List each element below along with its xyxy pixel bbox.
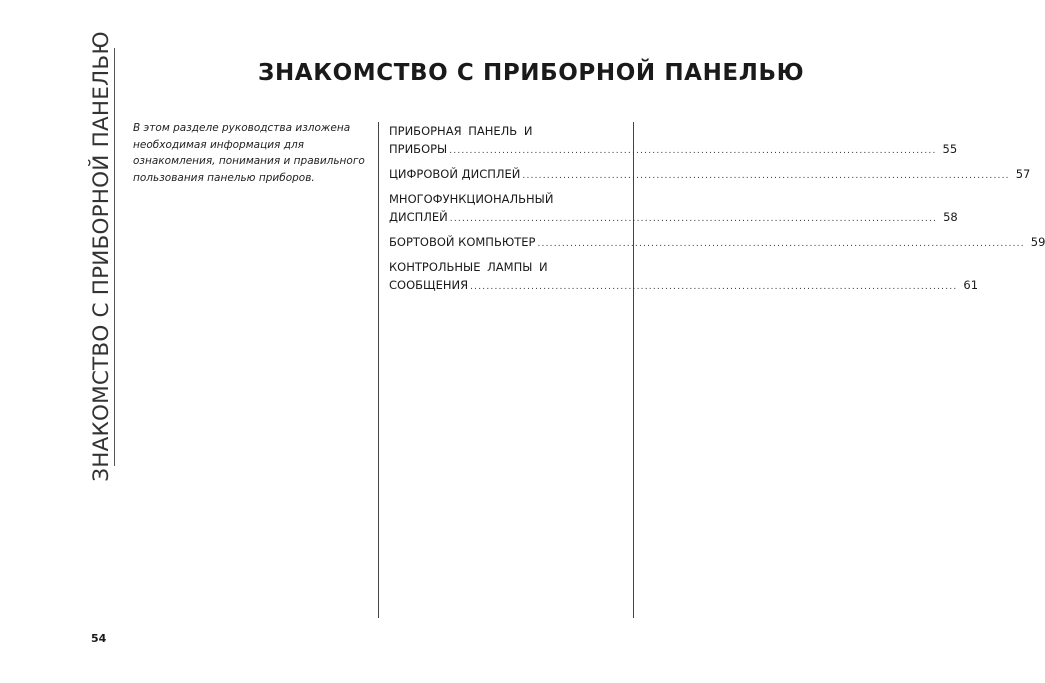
toc-entry-title: БОРТОВОЙ КОМПЬЮТЕР: [389, 235, 536, 249]
toc-page-number: 55: [942, 142, 958, 156]
dot-leader: ........................................................................................................................: [449, 214, 938, 224]
toc-entry-title: СООБЩЕНИЯ: [389, 278, 469, 292]
intro-line: необходимая информация для: [133, 138, 304, 151]
intro-line: пользования панелью приборов.: [133, 171, 315, 184]
toc-entry-title: ЦИФРОВОЙ ДИСПЛЕЙ: [389, 167, 521, 181]
page-title: ЗНАКОМСТВО С ПРИБОРНОЙ ПАНЕЛЬЮ: [258, 60, 805, 86]
toc-entry-trip-computer[interactable]: [389, 233, 1045, 253]
toc-page-number: 57: [1015, 167, 1031, 181]
toc-entry-title-line: ПРИБОРНАЯ ПАНЕЛЬ И: [389, 124, 533, 138]
toc-page-number: 61: [963, 278, 979, 292]
toc-entry-title-line: КОНТРОЛЬНЫЕ ЛАМПЫ И: [389, 260, 548, 274]
intro-line: ознакомления, понимания и правильного: [133, 155, 365, 167]
toc-entry-warning-lights[interactable]: [389, 258, 979, 296]
toc-entry-instrument-panel[interactable]: [389, 122, 958, 160]
dot-leader: ........................................................................................................................: [522, 171, 1010, 181]
dot-leader: ........................................................................................................................: [449, 146, 937, 156]
toc-entry-title: ПРИБОРЫ: [389, 142, 448, 156]
column-divider-right: [633, 122, 634, 618]
side-divider: [114, 48, 115, 466]
side-section-title: [86, 30, 116, 482]
intro-line: В этом разделе руководства изложена: [133, 122, 351, 134]
intro-paragraph: [133, 120, 363, 186]
dot-leader: ........................................................................................................................: [537, 239, 1025, 249]
toc-page-number: 59: [1030, 235, 1045, 249]
toc-entry-multifunction-display[interactable]: [389, 190, 958, 228]
page-number: 54: [91, 632, 107, 645]
column-divider-left: [378, 122, 379, 618]
table-of-contents: [389, 122, 1045, 301]
toc-entry-digital-display[interactable]: [389, 165, 1031, 185]
toc-entry-title-line: МНОГОФУНКЦИОНАЛЬНЫЙ: [389, 192, 554, 206]
toc-page-number: 58: [943, 210, 958, 224]
dot-leader: ........................................................................................................................: [470, 282, 958, 292]
side-section-title-text: ЗНАКОМСТВО С ПРИБОРНОЙ ПАНЕЛЬЮ: [88, 30, 114, 482]
toc-entry-title: ДИСПЛЕЙ: [389, 210, 448, 224]
